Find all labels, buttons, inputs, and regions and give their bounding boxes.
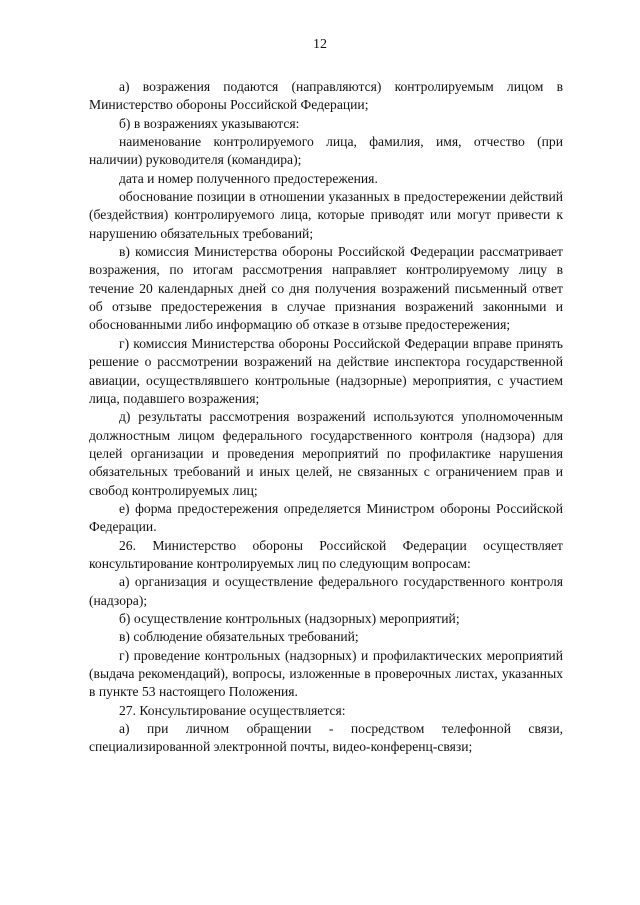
paragraph-item-26-a: а) организация и осуществление федерального государственного контроля (надзора); [89,574,563,608]
paragraph-commission-review: в) комиссия Министерства обороны Российской Федерации рассматривает возражения, по итогам рассмотрения направляет контролируемому лицу в течение 20 календарных дней со дня получения возражений письменный ответ об отзыве предостережения в случае признания возражений законными и обоснованными либо информацию об отказе в отзыве предостережения; [89,244,563,333]
paragraph-objections-contents: б) в возражениях указываются: [119,115,300,131]
paragraph-item-26-g: г) проведение контрольных (надзорных) и профилактических мероприятий (выдача рекомендаций), вопросы, изложенные в проверочных листах, указанных в пункте 53 настоящего Положения. [89,647,563,700]
document-body [89,78,563,757]
paragraph-warning-form: е) форма предостережения определяется Министром обороны Российской Федерации. [89,500,563,535]
paragraph-objections-submission: а) возражения подаются (направляются) контролируемым лицом в Министерство обороны Российской Федерации; [89,79,563,113]
paragraph-item-26-b: б) осуществление контрольных (надзорных) мероприятий; [119,610,460,626]
paragraph-controlled-entity-name: наименование контролируемого лица, фамилия, имя, отчество (при наличии) руководителя (командира); [89,134,563,168]
paragraph-item-26: 26. Министерство обороны Российской Федерации осуществляет консультирование контролируемых лиц по следующим вопросам: [89,537,563,571]
paragraph-item-26-v: в) соблюдение обязательных требований; [119,629,359,645]
paragraph-commission-decision: г) комиссия Министерства обороны Российской Федерации вправе принять решение о рассмотрении возражений на действие инспектора государственной авиации, осуществлявшего контрольные (надзорные) мероприятия, с участием лица, подавшего возражения; [89,335,563,406]
paragraph-item-27: 27. Консультирование осуществляется: [119,702,346,718]
paragraph-position-justification: обоснование позиции в отношении указанных в предостережении действий (бездействия) контролируемого лица, которые приводят или могут привести к нарушению обязательных требований; [89,189,563,241]
paragraph-review-results: д) результаты рассмотрения возражений используются уполномоченным должностным лицом федерального государственного контроля (надзора) для целей организации и проведения мероприятий по профилактике нарушения обязательных требований и иных целей, не связанных с ограничением прав и свобод контролируемых лиц; [89,409,563,498]
page-number: 12 [313,37,327,52]
paragraph-item-27-a: а) при личном обращении - посредством телефонной связи, специализированной электронной почты, видео-конференц-связи; [89,721,563,755]
paragraph-warning-date-number: дата и номер полученного предостережения. [119,170,378,186]
